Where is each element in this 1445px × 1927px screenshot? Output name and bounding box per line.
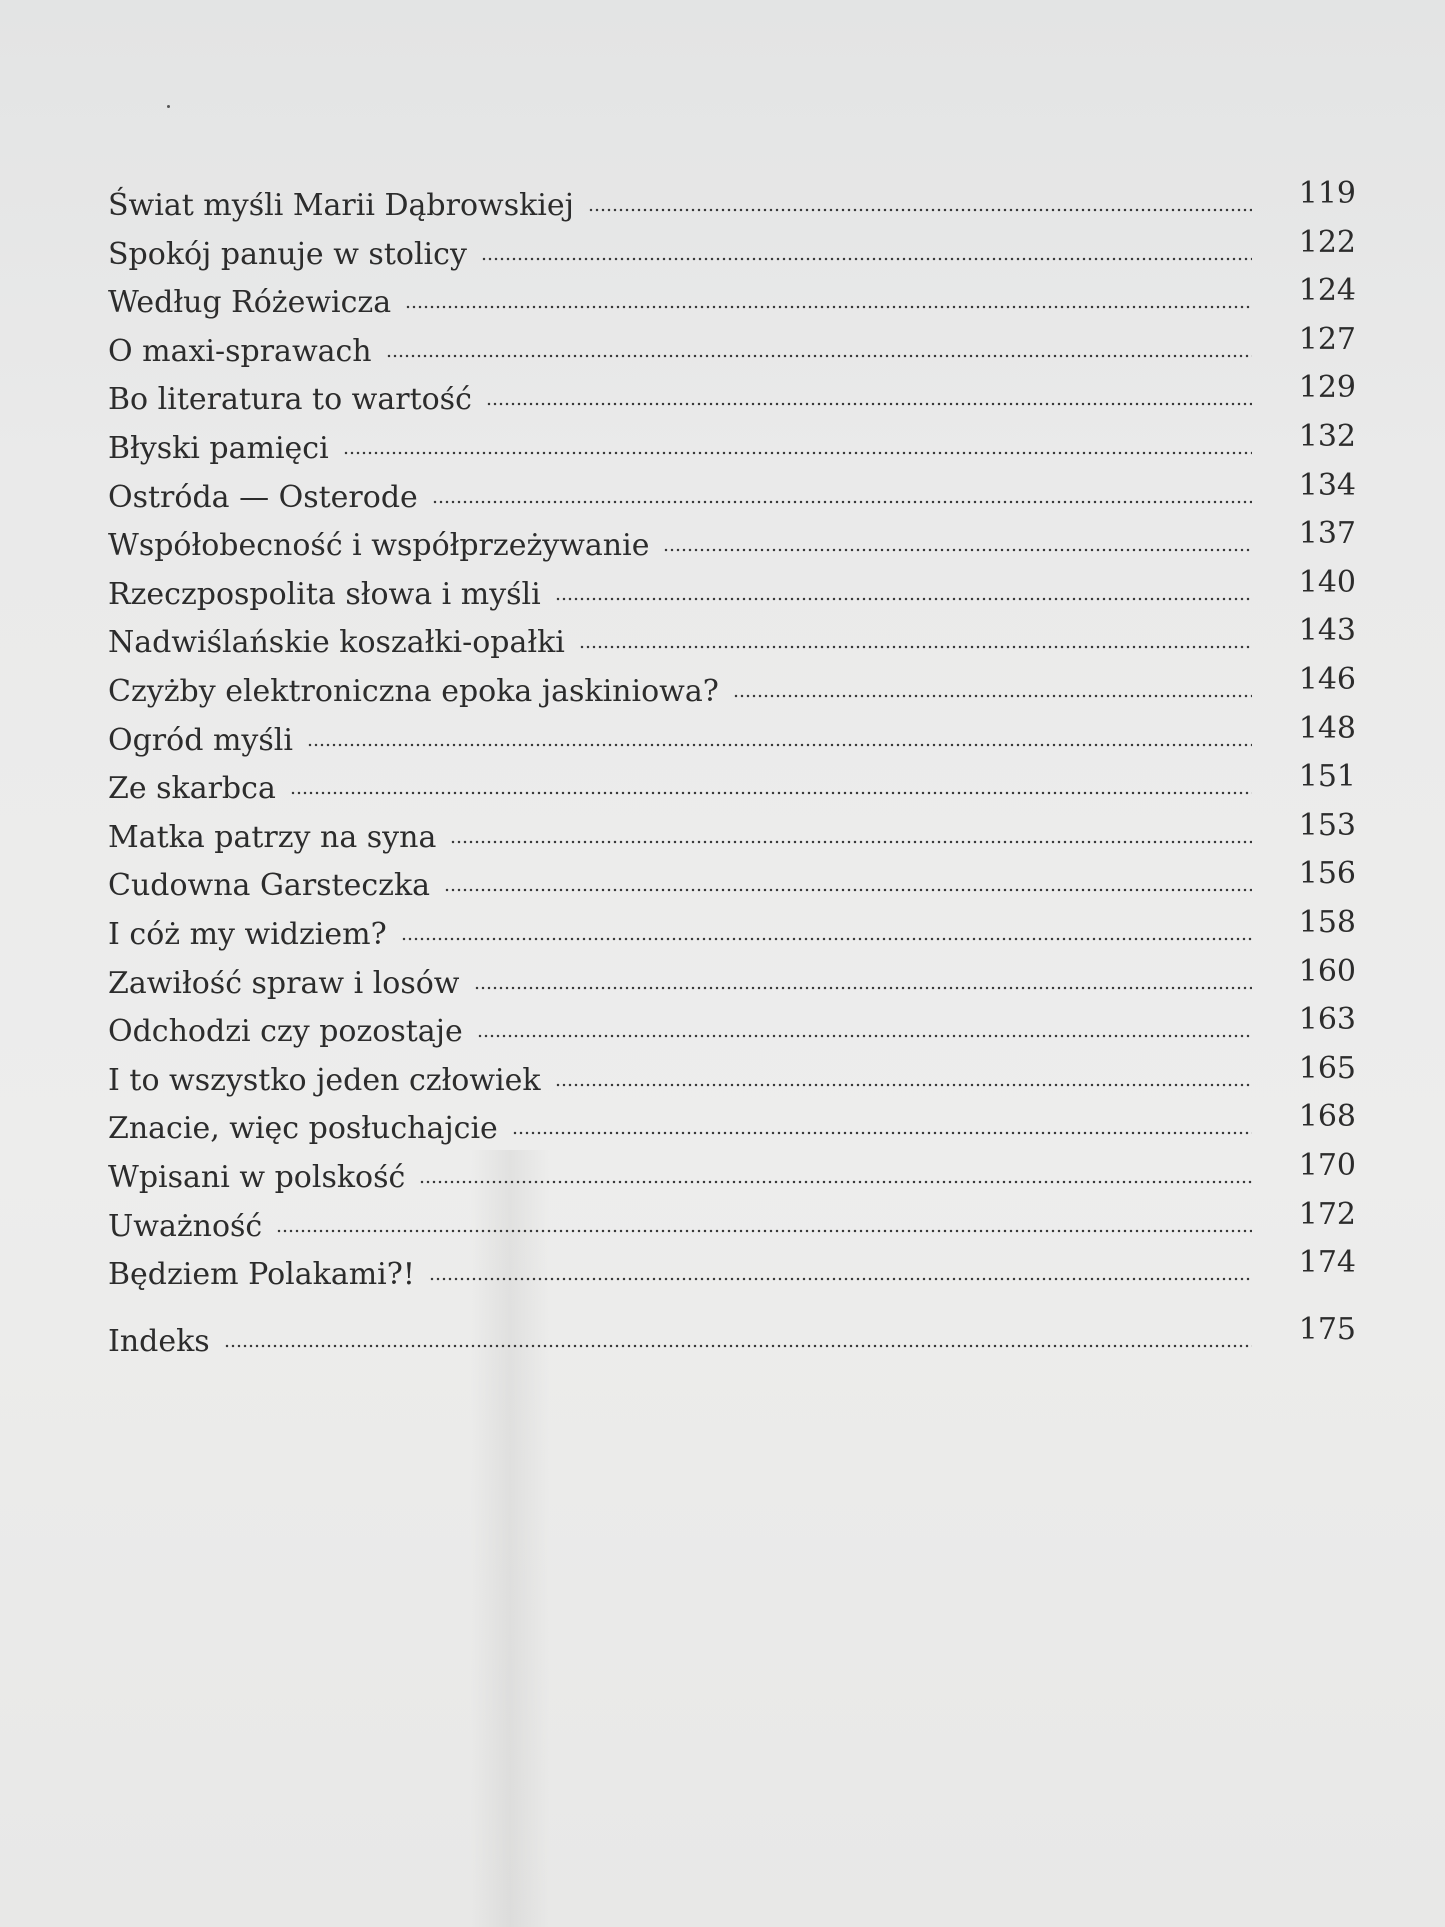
dot-leader (429, 1277, 1252, 1281)
toc-entry-page-number: 119 (1298, 176, 1356, 211)
dot-leader (276, 1229, 1252, 1233)
dot-leader (307, 743, 1252, 747)
dot-leader (663, 548, 1252, 552)
toc-entry (108, 1051, 1356, 1103)
toc-entry-page-number: 156 (1298, 856, 1356, 891)
toc-entry (108, 662, 1356, 714)
toc-entry (108, 905, 1356, 957)
toc-entry (108, 370, 1356, 422)
toc-index-entry (108, 1312, 1356, 1364)
toc-entry-title: Indeks (108, 1324, 210, 1359)
dot-leader (477, 1034, 1252, 1038)
toc-entry-title: Wpisani w polskość (108, 1160, 406, 1195)
toc-entry-title: Ogród myśli (108, 723, 293, 758)
toc-entry (108, 954, 1356, 1006)
toc-entry (108, 1197, 1356, 1249)
toc-entry-title: Według Różewicza (108, 285, 392, 320)
toc-entry (108, 516, 1356, 568)
toc-entry-title: Odchodzi czy pozostaje (108, 1014, 463, 1049)
toc-entry-page-number: 132 (1298, 419, 1356, 454)
toc-entry-title: Uważność (108, 1209, 263, 1244)
toc-entry-title: O maxi-sprawach (108, 334, 372, 369)
dot-leader (432, 500, 1252, 504)
toc-entry-title: I to wszystko jeden człowiek (108, 1063, 541, 1098)
toc-entry-page-number: 146 (1298, 662, 1356, 697)
toc-entry (108, 565, 1356, 617)
toc-entry-page-number: 148 (1298, 711, 1356, 746)
dot-leader (386, 354, 1252, 358)
toc-entry-title: Matka patrzy na syna (108, 820, 437, 855)
toc-entry-page-number: 174 (1298, 1245, 1356, 1280)
dust-speck (167, 105, 170, 108)
toc-entry-title: Ze skarbca (108, 771, 276, 806)
toc-entry-page-number: 127 (1298, 322, 1356, 357)
dot-leader (588, 208, 1252, 212)
toc-entry-page-number: 172 (1298, 1197, 1356, 1232)
toc-entry (108, 468, 1356, 520)
toc-entry (108, 759, 1356, 811)
toc-entry (108, 176, 1356, 228)
dot-leader (555, 597, 1252, 601)
toc-entry (108, 808, 1356, 860)
toc-entry (108, 711, 1356, 763)
toc-entry-title: Świat myśli Marii Dąbrowskiej (108, 188, 574, 223)
toc-entry-page-number: 129 (1298, 370, 1356, 405)
toc-entry-title: Znacie, więc posłuchajcie (108, 1111, 498, 1146)
toc-entry-page-number: 175 (1298, 1312, 1356, 1347)
toc-entry-title: Błyski pamięci (108, 431, 329, 466)
toc-entry-title: Rzeczpospolita słowa i myśli (108, 577, 541, 612)
toc-entry (108, 1002, 1356, 1054)
dot-leader (474, 986, 1252, 990)
toc-entry (108, 856, 1356, 908)
toc-entry (108, 273, 1356, 325)
toc-entry-title: Bo literatura to wartość (108, 382, 472, 417)
toc-entry-title: Spokój panuje w stolicy (108, 237, 467, 272)
toc-entry (108, 419, 1356, 471)
toc-entry-title: Zawiłość spraw i losów (108, 966, 460, 1001)
toc-entry (108, 1099, 1356, 1151)
dot-leader (450, 840, 1252, 844)
dot-leader (733, 694, 1252, 698)
toc-entry-title: Będziem Polakami?! (108, 1257, 415, 1292)
toc-entry-page-number: 153 (1298, 808, 1356, 843)
toc-entry-page-number: 163 (1298, 1002, 1356, 1037)
toc-entry-title: I cóż my widziem? (108, 917, 387, 952)
dot-leader (343, 451, 1252, 455)
toc-entry-page-number: 140 (1298, 565, 1356, 600)
toc-entry-page-number: 170 (1298, 1148, 1356, 1183)
toc-entry-page-number: 158 (1298, 905, 1356, 940)
dot-leader (486, 402, 1252, 406)
dot-leader (401, 937, 1252, 941)
toc-entry-title: Cudowna Garsteczka (108, 868, 431, 903)
dot-leader (444, 888, 1252, 892)
dot-leader (555, 1083, 1252, 1087)
toc-entry-title: Ostróda — Osterode (108, 480, 418, 515)
toc-entry-page-number: 122 (1298, 225, 1356, 260)
dot-leader (512, 1131, 1252, 1135)
toc-entry (108, 1245, 1356, 1297)
toc-entry-page-number: 143 (1298, 613, 1356, 648)
toc-entry-page-number: 165 (1298, 1051, 1356, 1086)
toc-entry (108, 225, 1356, 277)
toc-entry (108, 613, 1356, 665)
dot-leader (224, 1344, 1252, 1348)
toc-entry-page-number: 160 (1298, 954, 1356, 989)
toc-entry-title: Współobecność i współprzeżywanie (108, 528, 650, 563)
toc-entry-title: Czyżby elektroniczna epoka jaskiniowa? (108, 674, 719, 709)
toc-entry-page-number: 151 (1298, 759, 1356, 794)
dot-leader (290, 791, 1252, 795)
toc-entry (108, 1148, 1356, 1200)
dot-leader (579, 645, 1252, 649)
toc-entry (108, 322, 1356, 374)
toc-entry-page-number: 168 (1298, 1099, 1356, 1134)
toc-entry-page-number: 124 (1298, 273, 1356, 308)
toc-entry-title: Nadwiślańskie koszałki-opałki (108, 625, 565, 660)
toc-entry-page-number: 134 (1298, 468, 1356, 503)
dot-leader (419, 1180, 1252, 1184)
dot-leader (481, 257, 1252, 261)
dot-leader (405, 305, 1252, 309)
toc-entry-page-number: 137 (1298, 516, 1356, 551)
